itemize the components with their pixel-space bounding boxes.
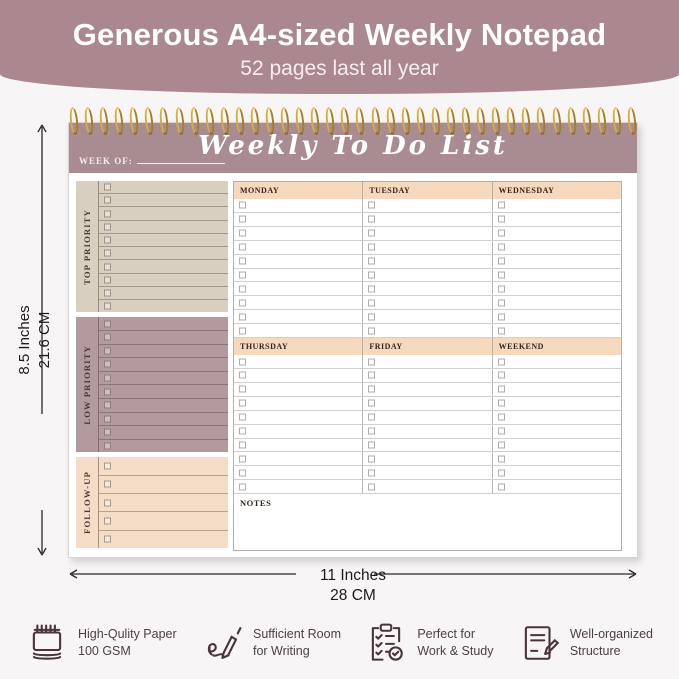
day-todo-cell: [493, 466, 621, 479]
height-inches: 8.5 Inches: [16, 305, 33, 375]
checkbox-icon: [368, 483, 375, 490]
checkbox-icon: [498, 414, 505, 421]
day-todo-cell: [493, 369, 621, 382]
checkbox-icon: [368, 202, 375, 209]
todo-row: [99, 287, 228, 300]
day-header-row: [234, 338, 621, 355]
day-todo-cell: [493, 199, 621, 212]
banner-subtitle: 52 pages last all year: [240, 57, 439, 80]
todo-row: [99, 531, 228, 548]
checkbox-icon: [498, 372, 505, 379]
spiral-ring-icon: [280, 107, 291, 136]
checkbox-icon: [239, 327, 246, 334]
day-header: TUESDAY: [363, 182, 492, 199]
checkbox-icon: [104, 536, 111, 543]
day-todo-cell: [234, 355, 363, 368]
spiral-ring-icon: [249, 107, 260, 136]
todo-row: [99, 207, 228, 220]
checkbox-icon: [239, 271, 246, 278]
feature-text: [78, 626, 177, 660]
checkbox-icon: [498, 441, 505, 448]
checkbox-icon: [239, 469, 246, 476]
checkbox-icon: [368, 327, 375, 334]
spiral-ring-icon: [355, 107, 366, 136]
day-todo-cell: [363, 383, 492, 396]
day-todo-cell: [493, 397, 621, 410]
day-todo-cell: [234, 452, 363, 465]
day-todo-cell: [363, 369, 492, 382]
checkbox-icon: [104, 197, 111, 204]
checkbox-icon: [498, 244, 505, 251]
day-todo-cell: [493, 241, 621, 254]
day-todo-cell: [363, 480, 492, 493]
todo-row: [99, 358, 228, 372]
width-dimension-label: [273, 566, 433, 606]
day-todo-cell: [493, 425, 621, 438]
day-todo-row: [234, 255, 621, 269]
spiral-notepad-icon: [26, 622, 68, 664]
feature-line2: 100 GSM: [78, 644, 131, 658]
height-cm: 21.6 CM: [36, 311, 53, 369]
day-todo-cell: [493, 213, 621, 226]
checkbox-icon: [498, 271, 505, 278]
checkbox-icon: [498, 428, 505, 435]
checkbox-icon: [498, 313, 505, 320]
day-todo-cell: [234, 241, 363, 254]
checkbox-icon: [239, 372, 246, 379]
day-todo-cell: [363, 310, 492, 323]
week-of-line: [137, 163, 225, 164]
checkbox-icon: [104, 347, 111, 354]
day-todo-row: [234, 397, 621, 411]
spiral-ring-icon: [69, 107, 80, 136]
feature-line1: Sufficient Room: [252, 627, 341, 642]
day-todo-cell: [493, 452, 621, 465]
spiral-ring-icon: [596, 107, 607, 136]
checkbox-icon: [239, 202, 246, 209]
spiral-ring-icon: [491, 107, 502, 136]
day-header: FRIDAY: [363, 338, 492, 355]
checkbox-icon: [368, 414, 375, 421]
feature-line2: for Writing: [252, 644, 310, 658]
week-of: [79, 156, 225, 166]
spiral-ring-icon: [506, 107, 517, 136]
spiral-ring-icon: [265, 107, 276, 136]
todo-row: [99, 181, 228, 194]
todo-row: [99, 317, 228, 331]
spiral-ring-icon: [370, 107, 381, 136]
width-inches: 11 Inches: [319, 567, 387, 584]
priority-section: [76, 181, 228, 312]
checkbox-icon: [498, 230, 505, 237]
spiral-ring-icon: [400, 107, 411, 136]
day-todo-row: [234, 296, 621, 310]
spiral-ring-icon: [234, 107, 245, 136]
todo-row: [99, 331, 228, 345]
checkbox-icon: [104, 184, 111, 191]
day-todo-row: [234, 355, 621, 369]
feature-text: [417, 626, 493, 660]
day-todo-row: [234, 439, 621, 453]
day-todo-cell: [363, 397, 492, 410]
day-todo-cell: [363, 269, 492, 282]
checkbox-icon: [104, 375, 111, 382]
todo-row: [99, 413, 228, 427]
feature-item: [365, 622, 493, 664]
day-todo-cell: [234, 213, 363, 226]
priority-rows: [99, 317, 228, 452]
priority-section-label: FOLLOW-UP: [82, 471, 92, 535]
day-todo-cell: [493, 227, 621, 240]
checkbox-icon: [104, 518, 111, 525]
spiral-ring-icon: [204, 107, 215, 136]
day-todo-cell: [234, 383, 363, 396]
day-todo-cell: [234, 480, 363, 493]
feature-item: [201, 622, 341, 664]
checkbox-icon: [368, 441, 375, 448]
checkbox-icon: [368, 313, 375, 320]
day-todo-cell: [234, 439, 363, 452]
checkbox-icon: [104, 250, 111, 257]
spiral-ring-icon: [536, 107, 547, 136]
day-todo-row: [234, 411, 621, 425]
checkbox-icon: [239, 216, 246, 223]
checkbox-icon: [368, 428, 375, 435]
day-todo-cell: [493, 269, 621, 282]
spiral-ring-icon: [189, 107, 200, 136]
checkbox-icon: [239, 414, 246, 421]
checkbox-icon: [498, 299, 505, 306]
checkbox-icon: [368, 244, 375, 251]
day-header-row: [234, 182, 621, 199]
checkbox-icon: [498, 216, 505, 223]
day-todo-cell: [363, 199, 492, 212]
checkbox-icon: [368, 358, 375, 365]
day-todo-row: [234, 425, 621, 439]
day-todo-row: [234, 369, 621, 383]
day-grid: [233, 181, 622, 551]
checkbox-icon: [498, 258, 505, 265]
day-todo-row: [234, 199, 621, 213]
checkbox-icon: [498, 455, 505, 462]
checkbox-icon: [104, 320, 111, 327]
day-todo-cell: [363, 466, 492, 479]
checkbox-icon: [239, 358, 246, 365]
day-todo-cell: [363, 213, 492, 226]
feature-line1: High-Qulity Paper: [78, 627, 177, 642]
checkbox-icon: [104, 210, 111, 217]
checkbox-icon: [104, 443, 111, 450]
todo-row: [99, 494, 228, 512]
priority-section-label-strip: [76, 317, 99, 452]
spiral-ring-icon: [295, 107, 306, 136]
checkbox-icon: [368, 271, 375, 278]
day-todo-cell: [234, 255, 363, 268]
day-todo-cell: [363, 411, 492, 424]
todo-row: [99, 457, 228, 475]
day-todo-cell: [363, 241, 492, 254]
day-todo-cell: [234, 227, 363, 240]
spiral-ring-icon: [144, 107, 155, 136]
todo-row: [99, 260, 228, 273]
checkbox-icon: [239, 428, 246, 435]
spiral-ring-icon: [174, 107, 185, 136]
spiral-ring-icon: [99, 107, 110, 136]
todo-row: [99, 300, 228, 312]
checkbox-icon: [104, 334, 111, 341]
checkbox-icon: [104, 415, 111, 422]
day-todo-row: [234, 310, 621, 324]
spiral-ring-icon: [310, 107, 321, 136]
feature-line2: Work & Study: [417, 644, 494, 658]
day-todo-cell: [234, 397, 363, 410]
feature-text: [570, 626, 653, 660]
day-header: THURSDAY: [234, 338, 363, 355]
day-todo-cell: [234, 411, 363, 424]
checkbox-icon: [104, 402, 111, 409]
checkbox-icon: [368, 230, 375, 237]
checkbox-icon: [368, 285, 375, 292]
clipboard-checklist-icon: [365, 622, 407, 664]
day-todo-cell: [493, 439, 621, 452]
day-todo-cell: [234, 199, 363, 212]
day-todo-row: [234, 383, 621, 397]
checkbox-icon: [498, 386, 505, 393]
notes-section: NOTES: [240, 498, 272, 509]
checkbox-icon: [104, 237, 111, 244]
todo-row: [99, 274, 228, 287]
day-todo-cell: [493, 282, 621, 295]
day-todo-cell: [493, 324, 621, 337]
todo-row: [99, 372, 228, 386]
feature-item: [26, 622, 177, 664]
spiral-ring-icon: [476, 107, 487, 136]
todo-row: [99, 345, 228, 359]
checkbox-icon: [104, 388, 111, 395]
todo-row: [99, 399, 228, 413]
day-todo-cell: [493, 355, 621, 368]
todo-row: [99, 476, 228, 494]
priority-section-label: TOP PRIORITY: [82, 208, 92, 285]
checkbox-icon: [498, 483, 505, 490]
day-todo-cell: [234, 269, 363, 282]
checkbox-icon: [104, 276, 111, 283]
day-todo-cell: [363, 255, 492, 268]
day-todo-row: [234, 466, 621, 480]
day-todo-cell: [363, 324, 492, 337]
spiral-ring-icon: [159, 107, 170, 136]
checkbox-icon: [239, 483, 246, 490]
day-todo-row: [234, 324, 621, 338]
checkbox-icon: [104, 429, 111, 436]
checkbox-icon: [104, 223, 111, 230]
checkbox-icon: [104, 303, 111, 310]
checkbox-icon: [368, 455, 375, 462]
day-todo-row: [234, 452, 621, 466]
checkbox-icon: [239, 455, 246, 462]
checkbox-icon: [498, 202, 505, 209]
spiral-ring-icon: [385, 107, 396, 136]
spiral-ring-icon: [551, 107, 562, 136]
todo-row: [99, 426, 228, 440]
priority-rows: [99, 457, 228, 548]
todo-row: [99, 234, 228, 247]
day-header: MONDAY: [234, 182, 363, 199]
pen-writing-icon: [201, 622, 243, 664]
day-todo-cell: [363, 452, 492, 465]
day-todo-cell: [493, 310, 621, 323]
width-cm: 28 CM: [330, 587, 376, 604]
day-header: WEEKEND: [498, 342, 544, 352]
day-todo-cell: [363, 439, 492, 452]
checkbox-icon: [498, 400, 505, 407]
day-todo-cell: [234, 310, 363, 323]
day-todo-cell: [493, 480, 621, 493]
priority-rows: [99, 181, 228, 312]
day-todo-row: [234, 227, 621, 241]
checkbox-icon: [368, 372, 375, 379]
features-row: [0, 612, 679, 674]
spiral-ring-icon: [566, 107, 577, 136]
checkbox-icon: [104, 263, 111, 270]
day-todo-cell: [363, 227, 492, 240]
spiral-ring-icon: [84, 107, 95, 136]
checkbox-icon: [368, 216, 375, 223]
checkbox-icon: [104, 463, 111, 470]
priority-column: [76, 181, 228, 548]
day-todo-row: [234, 213, 621, 227]
feature-item: [518, 622, 653, 664]
priority-section-label-strip: [76, 181, 99, 312]
checkbox-icon: [498, 285, 505, 292]
checkbox-icon: [239, 244, 246, 251]
notepad-title: Weekly To Do List: [198, 131, 508, 161]
day-todo-cell: [363, 282, 492, 295]
day-todo-cell: [234, 369, 363, 382]
day-todo-cell: [234, 425, 363, 438]
checkbox-icon: [368, 386, 375, 393]
spiral-ring-icon: [415, 107, 426, 136]
priority-section-label: LOW PRIORITY: [82, 345, 92, 425]
banner: [0, 0, 679, 94]
spiral-binding: [70, 107, 636, 138]
todo-row: [99, 440, 228, 453]
spiral-ring-icon: [461, 107, 472, 136]
checkbox-icon: [104, 481, 111, 488]
todo-row: [99, 221, 228, 234]
width-dimension: [68, 566, 638, 608]
spiral-ring-icon: [430, 107, 441, 136]
week-of-label: WEEK OF:: [79, 156, 133, 166]
day-todo-row: [234, 480, 621, 494]
feature-line1: Well-organized: [569, 627, 653, 642]
day-todo-cell: [234, 282, 363, 295]
spiral-ring-icon: [446, 107, 457, 136]
checkbox-icon: [498, 358, 505, 365]
todo-row: [99, 194, 228, 207]
checkbox-icon: [239, 285, 246, 292]
spiral-ring-icon: [340, 107, 351, 136]
checkbox-icon: [239, 441, 246, 448]
checkbox-icon: [239, 313, 246, 320]
day-todo-cell: [363, 296, 492, 309]
day-todo-cell: [234, 466, 363, 479]
banner-title: Generous A4-sized Weekly Notepad: [72, 17, 607, 52]
spiral-ring-icon: [325, 107, 336, 136]
checkbox-icon: [498, 327, 505, 334]
checkbox-icon: [239, 400, 246, 407]
day-todo-cell: [363, 425, 492, 438]
checkbox-icon: [104, 289, 111, 296]
checkbox-icon: [239, 230, 246, 237]
day-header: WEDNESDAY: [498, 186, 555, 195]
todo-row: [99, 385, 228, 399]
day-todo-cell: [493, 383, 621, 396]
day-todo-cell: [234, 296, 363, 309]
day-todo-cell: [234, 324, 363, 337]
spiral-ring-icon: [626, 107, 637, 136]
document-structure-icon: [518, 622, 560, 664]
todo-row: [99, 247, 228, 260]
checkbox-icon: [239, 386, 246, 393]
spiral-ring-icon: [114, 107, 125, 136]
spiral-ring-icon: [521, 107, 532, 136]
day-todo-cell: [493, 296, 621, 309]
priority-section: [76, 317, 228, 452]
spiral-ring-icon: [219, 107, 230, 136]
feature-line2: Structure: [569, 644, 621, 658]
day-todo-cell: [363, 355, 492, 368]
feature-text: [253, 626, 341, 660]
checkbox-icon: [368, 299, 375, 306]
checkbox-icon: [239, 299, 246, 306]
checkbox-icon: [104, 499, 111, 506]
day-todo-cell: [493, 255, 621, 268]
day-todo-row: [234, 241, 621, 255]
priority-section: [76, 457, 228, 548]
checkbox-icon: [368, 469, 375, 476]
checkbox-icon: [368, 258, 375, 265]
height-dimension: [16, 122, 53, 558]
checkbox-icon: [498, 469, 505, 476]
feature-line1: Perfect for: [417, 627, 475, 642]
day-todo-row: [234, 269, 621, 283]
spiral-ring-icon: [581, 107, 592, 136]
notepad: [68, 122, 638, 558]
day-todo-row: [234, 282, 621, 296]
spiral-ring-icon: [611, 107, 622, 136]
height-dimension-label: [15, 260, 57, 420]
checkbox-icon: [368, 400, 375, 407]
checkbox-icon: [239, 258, 246, 265]
day-todo-cell: [493, 411, 621, 424]
checkbox-icon: [104, 361, 111, 368]
spiral-ring-icon: [129, 107, 140, 136]
priority-section-label-strip: [76, 457, 99, 548]
todo-row: [99, 512, 228, 530]
